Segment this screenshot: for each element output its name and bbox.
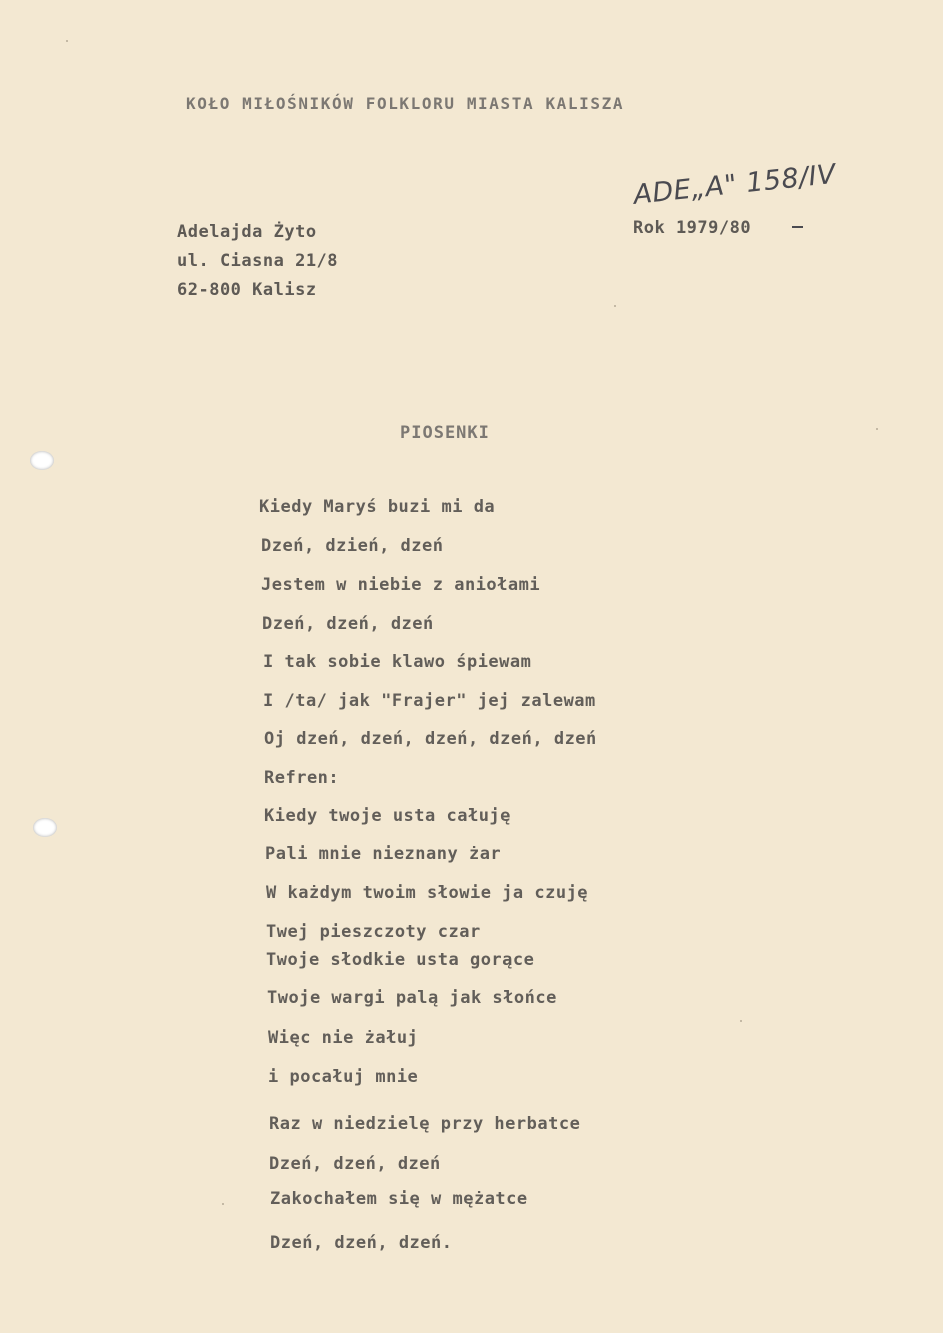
lyric-line: Raz w niedzielę przy herbatce <box>269 1114 581 1134</box>
paper-speck <box>222 1203 224 1205</box>
lyric-line: Jestem w niebie z aniołami <box>261 575 541 595</box>
paper-speck <box>876 428 878 430</box>
lyric-line: Dzeń, dzeń, dzeń. <box>270 1233 453 1253</box>
handwritten-dash <box>792 226 803 228</box>
sender-street: ul. Ciasna 21/8 <box>177 251 339 271</box>
lyric-line: Twoje słodkie usta gorące <box>266 950 535 970</box>
refrain-label: Refren: <box>264 768 340 788</box>
lyric-line: Dzeń, dzeń, dzeń <box>269 1154 441 1174</box>
sender-city: 62-800 Kalisz <box>177 280 317 300</box>
lyric-line: Twej pieszczoty czar <box>266 922 481 942</box>
punch-hole-top <box>30 451 54 470</box>
lyric-line: Kiedy Maryś buzi mi da <box>259 497 496 517</box>
lyric-line: I /ta/ jak "Frajer" jej zalewam <box>263 691 596 711</box>
punch-hole-bottom <box>33 818 57 837</box>
lyric-line: W każdym twoim słowie ja czuję <box>266 883 589 903</box>
lyric-line: i pocałuj mnie <box>268 1067 419 1087</box>
lyric-line: Więc nie żałuj <box>268 1028 419 1048</box>
paper-speck <box>740 1020 742 1022</box>
lyric-line: Oj dzeń, dzeń, dzeń, dzeń, dzeń <box>264 729 597 749</box>
lyric-line: Twoje wargi palą jak słońce <box>267 988 557 1008</box>
organization-header: KOŁO MIŁOŚNIKÓW FOLKLORU MIASTA KALISZA <box>186 94 625 113</box>
year-label: Rok 1979/80 <box>633 218 752 238</box>
lyric-line: Dzeń, dzeń, dzeń <box>262 614 434 634</box>
lyric-line: Zakochałem się w mężatce <box>270 1189 528 1209</box>
lyric-line: Kiedy twoje usta całuję <box>264 806 511 826</box>
paper-speck <box>614 305 616 307</box>
lyric-line: Pali mnie nieznany żar <box>265 844 502 864</box>
document-title: PIOSENKI <box>400 423 490 443</box>
lyric-line: Dzeń, dzień, dzeń <box>261 536 444 556</box>
lyric-line: I tak sobie klawo śpiewam <box>263 652 532 672</box>
paper-speck <box>66 40 68 42</box>
handwritten-archive-reference: ADE„A" 158/IV <box>632 158 838 211</box>
sender-name: Adelajda Żyto <box>177 222 317 242</box>
